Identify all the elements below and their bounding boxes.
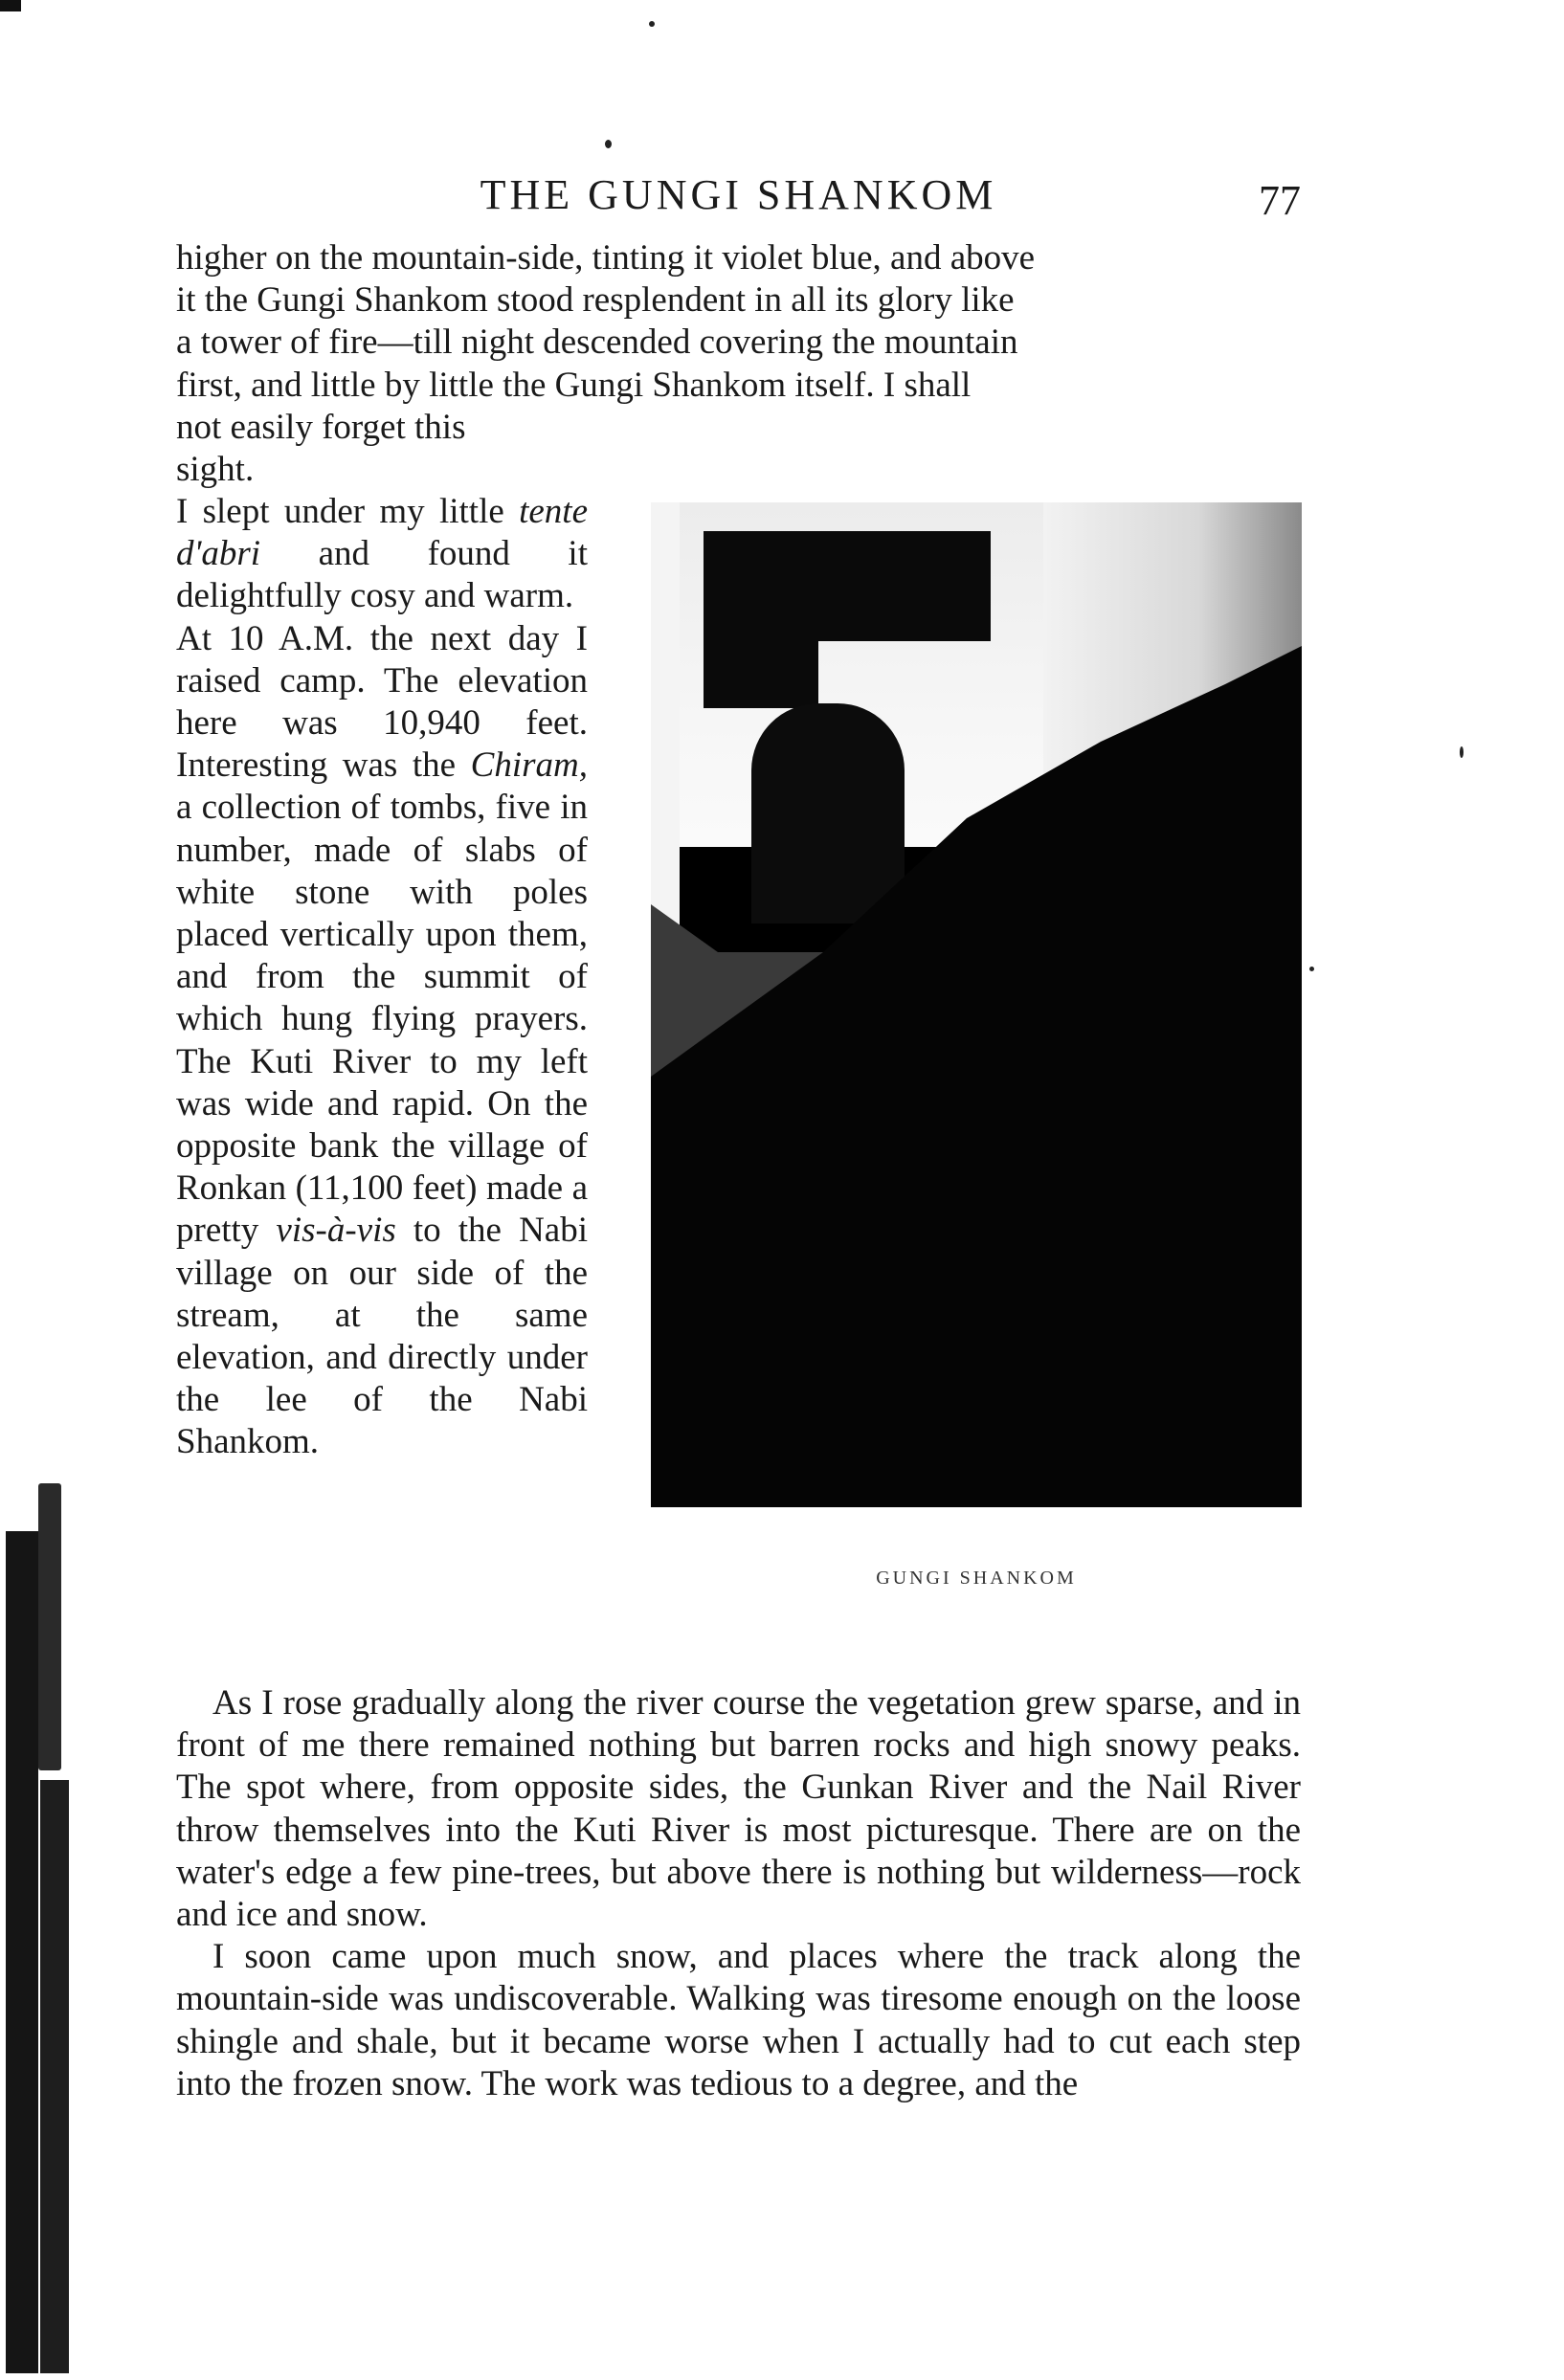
figure-caption: GUNGI SHANKOM xyxy=(876,1568,1077,1589)
text-run: to the Nabi village on our side of the stream, at the same elevation, and directly under the lee of the Nabi Shankom. xyxy=(176,1211,589,1462)
speck xyxy=(1460,746,1463,758)
paragraph-3 xyxy=(176,618,588,1464)
page-header xyxy=(176,170,1301,228)
speck xyxy=(649,21,655,27)
paragraph-2 xyxy=(176,491,588,618)
text-run: At 10 A.M. the next day I raised camp. The elevation here was 10,940 feet. Interesting was the xyxy=(176,618,588,786)
italic-text: vis-à-vis xyxy=(276,1211,396,1251)
running-title: THE GUNGI SHANKOM xyxy=(480,171,997,218)
binding-shadow xyxy=(0,1474,56,2380)
text-run: a collection of tombs, five in number, made of slabs of white stone with poles placed vertically upon them, and from the summit of which hung flying prayers. The Kuti River to my left was wide and rapid. On the opposite bank the village of Ronkan (11,100 feet) made a pretty xyxy=(176,788,588,1251)
italic-text: tente d'abri xyxy=(176,492,588,574)
paragraph-1 xyxy=(176,237,1301,491)
italic-text: Chiram, xyxy=(470,745,588,786)
text-line: sight. xyxy=(176,450,255,490)
page-edge-mark xyxy=(0,0,21,11)
paragraph-4: As I rose gradually along the river course the vegetation grew sparse, and in front of me there remained nothing but barren rocks and high snowy peaks. The spot where, from opposite sides, the Gunkan River and the Nail River throw themselves into the Kuti River is most picturesque. There are on the water's edge a few pine-trees, but above there is nothing but wilderness—rock and ice and snow. xyxy=(176,1683,1301,1935)
binding-band xyxy=(6,1531,38,2373)
text-line: not easily forget this xyxy=(176,407,466,447)
paragraph-5: I soon came upon much snow, and places where the track along the mountain-side was undiscoverable. Walking was tiresome enough on the loose shingle and shale, but it became worse when I actually had to cut each step into the frozen snow. The work was tedious to a degree, and the xyxy=(176,1937,1301,2103)
text-run: and found it delightfully cosy and warm. xyxy=(176,534,588,616)
text-line: higher on the mountain-side, tinting it violet blue, and above xyxy=(176,238,1036,278)
speck xyxy=(605,140,612,148)
text-line: first, and little by little the Gungi Shankom itself. I shall xyxy=(176,365,972,405)
photo-slope xyxy=(651,502,1302,1507)
binding-band xyxy=(38,1483,61,1770)
wrapped-column xyxy=(176,491,588,1464)
body-text-bottom xyxy=(176,1682,1301,2105)
binding-band xyxy=(40,1780,69,2373)
mountain-photo xyxy=(651,502,1302,1507)
text-line: it the Gungi Shankom stood resplendent in all its glory like xyxy=(176,280,1015,321)
page-number: 77 xyxy=(1259,177,1301,224)
speck xyxy=(1309,967,1314,971)
text-line: a tower of fire—till night descended covering the mountain xyxy=(176,323,1018,363)
text-run: I slept under my little xyxy=(176,492,520,531)
